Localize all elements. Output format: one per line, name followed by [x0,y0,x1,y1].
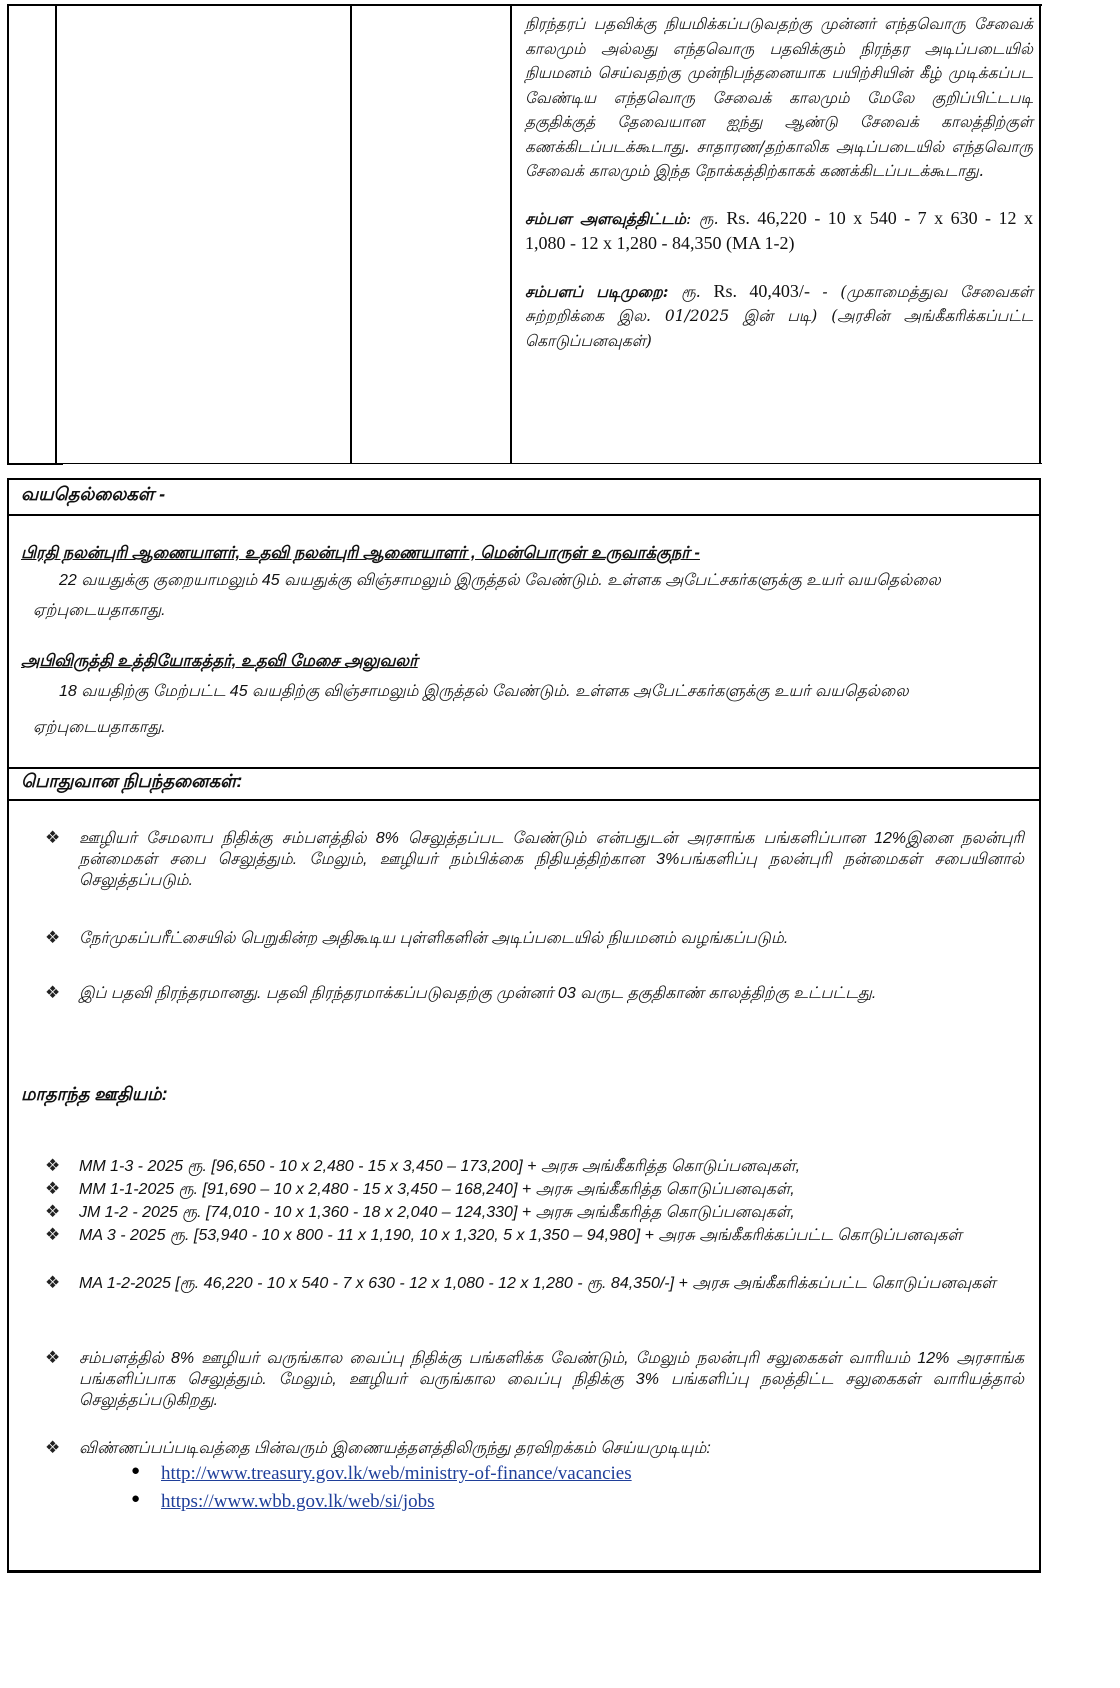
salary-step-note: - (முகாமைத்துவ சேவைகள் சுற்றறிக்கை இல. 01/2025 இன் படி) (அரசின் அங்கீகரிக்கப்பட்ட கொடுப்பனவுகள்) [525,282,1033,350]
diamond-bullet-icon: ❖ [45,1273,61,1292]
diamond-bullet-icon: ❖ [45,1156,61,1175]
diamond-bullet-icon: ❖ [45,1438,61,1457]
condition-item: ❖ ஊழியர் சேமலாப நிதிக்கு சம்பளத்தில் 8% செலுத்தப்பட வேண்டும் என்பதுடன் அரசாங்க பங்களிப்பான 12%இனை நலன்புரி நன்மைகள் சபை செலுத்தும். மேலும், ஊழியர் நம்பிக்கை நிதியத்திற்கான 3%பங்களிப்பு நலன்புரி நன்மைகள் சபையினால் செலுத்தப்படும். [45,828,1024,889]
salary-scale-prefix: : ரூ. [685,209,727,228]
table-border [7,463,63,465]
table-border [510,6,512,464]
table-border [1039,6,1041,464]
conditions-frame [7,478,1041,1573]
download-link-item [131,1491,435,1513]
age-group-title-2: அபிவிருத்தி உத்தியோகத்தர், உதவி மேசை அலுவலர் [21,652,418,670]
condition-item: ❖ நேர்முகப்பரீட்சையில் பெறுகின்ற அதிகூடிய புள்ளிகளின் அடிப்படையில் நியமனம் வழங்கப்படும். [45,928,789,947]
salary-scale-item: ❖ JM 1-2 - 2025 ரூ. [74,010 - 10 x 1,360 - 18 x 2,040 – 124,330] + அரசு அங்கீகரித்த கொடுப்பனவுகள், [45,1202,795,1221]
salary-scale-value: Rs. 46,220 - 10 x 540 - 7 x 630 - 12 x 1,080 - 12 x 1,280 - 84,350 (MA 1-2) [525,207,1033,253]
diamond-bullet-icon: ❖ [45,1179,61,1198]
salary-scale-label: சம்பள அளவுத்திட்டம் [525,208,686,228]
general-conditions-header-row [9,767,1039,801]
qualification-table [7,4,1042,464]
table-border [350,6,352,464]
age-limits-heading: வயதெல்லைகள் - [21,484,166,504]
diamond-bullet-icon: ❖ [45,1348,61,1367]
salary-step-label: சம்பளப் படிமுறை: [525,281,669,301]
salary-scale-item: ❖ MM 1-1-2025 ரூ. [91,690 – 10 x 2,480 - 15 x 3,450 – 168,240] + அரசு அங்கீகரித்த கொடுப்பனவுகள், [45,1179,795,1198]
monthly-salary-heading: மாதாந்த ஊதியம்: [21,1084,168,1104]
wbb-jobs-link[interactable]: https://www.wbb.gov.lk/web/si/jobs [161,1491,435,1512]
diamond-bullet-icon: ❖ [45,828,61,847]
age-group-text-1: 22 வயதுக்கு குறையாமலும் 45 வயதுக்கு விஞ்சாமலும் இருத்தல் வேண்டும். உள்ளக அபேட்சகர்களுக்கு உயர் வயதெல்லை ஏற்புடையதாகாது. [33,572,941,619]
diamond-bullet-icon: ❖ [45,983,61,1002]
table-border [7,463,1042,464]
age-limits-header-row [9,480,1039,516]
salary-step-paragraph [525,279,1033,354]
diamond-bullet-icon: ❖ [45,1202,61,1221]
qualification-cell [525,12,1033,375]
salary-scale-item: ❖ MM 1-3 - 2025 ரூ. [96,650 - 10 x 2,480 - 15 x 3,450 – 173,200] + அரசு அங்கீகரித்த கொடுப்பனவுகள், [45,1156,801,1175]
age-group-text-2: 18 வயதிற்கு மேற்பட்ட 45 வயதிற்கு விஞ்சாமலும் இருத்தல் வேண்டும். உள்ளக அபேட்சகர்களுக்கு உயர் வயதெல்லை ஏற்புடையதாகாது. [33,683,909,736]
download-note-item: ❖ விண்ணப்பப்படிவத்தை பின்வரும் இணையத்தளத்திலிருந்து தரவிறக்கம் செய்யமுடியும்: [45,1438,711,1457]
treasury-vacancies-link[interactable]: http://www.treasury.gov.lk/web/ministry-of-finance/vacancies [161,1463,632,1484]
salary-scale-paragraph [525,206,1033,257]
diamond-bullet-icon: ❖ [45,1225,61,1244]
bullet-dot-icon: ● [131,1463,141,1479]
service-period-paragraph: நிரந்தரப் பதவிக்கு நியமிக்கப்படுவதற்கு முன்னர் எந்தவொரு சேவைக் காலமும் அல்லது எந்தவொரு பதவிக்கும் நிரந்தர அடிப்படையில் நியமனம் செய்வதற்கு முன்நிபந்தனையாக பயிற்சியின் கீழ் முடிக்கப்பட வேண்டிய எந்தவொரு சேவைக் காலமும் மேலே குறிப்பிட்டபடி தகுதிக்குத் தேவையான ஐந்து ஆண்டு சேவைக் காலத்திற்குள் கணக்கிடப்படக்கூடாது. சாதாரண/தற்காலிக அடிப்படையில் எந்தவொரு சேவைக் காலமும் இந்த நோக்கத்திற்காகக் கணக்கிடப்படக்கூடாது. [525,15,1033,180]
general-conditions-heading: பொதுவான நிபந்தனைகள்: [21,771,243,791]
table-border [7,6,9,464]
download-link-item [131,1463,632,1485]
epf-note-item: ❖ சம்பளத்தில் 8% ஊழியர் வருங்கால வைப்பு நிதிக்கு பங்களிக்க வேண்டும், மேலும் நலன்புரி சலுகைகள் வாரியம் 12% அரசாங்க பங்களிப்பாக செலுத்தும். மேலும், ஊழியர் வருங்கால வைப்பு நிதிக்கு 3% பங்களிப்பு நலத்திட்ட சலுகைகள் வாரியத்தால் செலுத்தப்படுகிறது. [45,1348,1024,1409]
salary-step-prefix: ரூ. [668,282,714,301]
table-border [55,6,57,464]
condition-item: ❖ இப் பதவி நிரந்தரமானது. பதவி நிரந்தரமாக்கப்படுவதற்கு முன்னர் 03 வருட தகுதிகாண் காலத்திற்கு உட்பட்டது. [45,983,877,1002]
age-group-title-1: பிரதி நலன்புரி ஆணையாளர், உதவி நலன்புரி ஆணையாளர் , மென்பொருள் உருவாக்குநர் - [21,544,700,562]
diamond-bullet-icon: ❖ [45,928,61,947]
salary-scale-item: ❖ MA 3 - 2025 ரூ. [53,940 - 10 x 800 - 11 x 1,190, 10 x 1,320, 5 x 1,350 – 94,980] + அரசு அங்கீகரிக்கப்பட்ட கொடுப்பனவுகள் [45,1225,962,1244]
bullet-dot-icon: ● [131,1491,141,1507]
salary-scale-item: ❖ MA 1-2-2025 [ரூ. 46,220 - 10 x 540 - 7 x 630 - 12 x 1,080 - 12 x 1,280 - ரூ. 84,350/-] + அரசு அங்கீகரிக்கப்பட்ட கொடுப்பனவுகள் [45,1273,996,1292]
salary-step-value: Rs. 40,403/- [713,280,823,301]
